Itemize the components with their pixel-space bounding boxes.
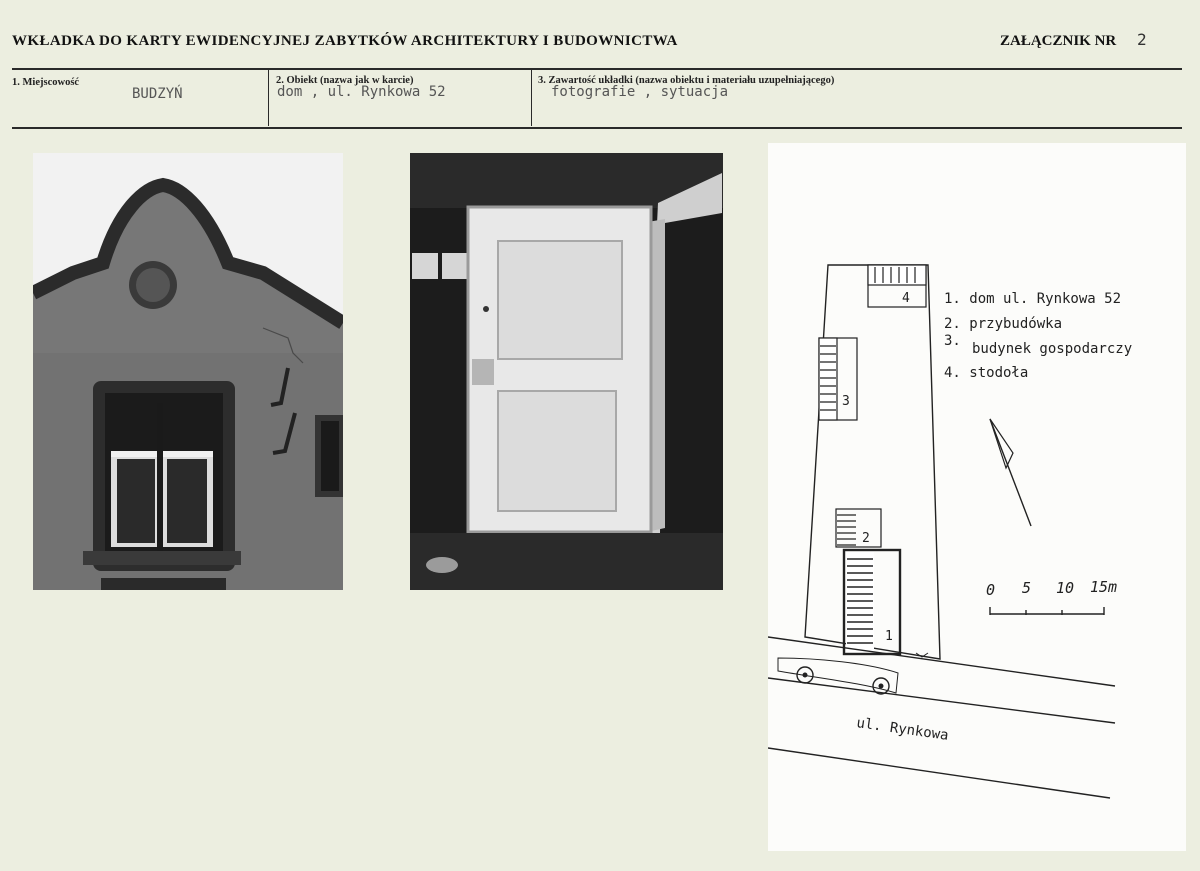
photo-door	[410, 153, 723, 590]
locality-label: 1. Miejscowość	[12, 77, 80, 88]
building-label-1: 1	[885, 629, 893, 644]
photo-gable	[33, 153, 343, 590]
legend-item-3-number: 3.	[944, 333, 961, 349]
building-label-2: 2	[862, 531, 870, 546]
contents-label: 3. Zawartość układki (nazwa obiektu i materiału uzupełniającego)	[538, 75, 835, 86]
scale-label-0: 0	[986, 581, 996, 599]
gable-photo-image	[33, 153, 343, 590]
annex-number: 2	[1137, 30, 1147, 49]
street	[768, 637, 1115, 798]
locality-value: BUDZYŃ	[132, 86, 183, 102]
header-bottom-rule	[12, 127, 1182, 129]
scale-label-5: 5	[1022, 579, 1032, 597]
building-1	[844, 550, 900, 654]
object-value: dom , ul. Rynkowa 52	[277, 84, 446, 100]
site-plan-sheet	[768, 143, 1186, 851]
scale-bar	[986, 578, 1117, 615]
legend-item-3-text: budynek gospodarczy	[972, 341, 1133, 357]
field-divider-2	[531, 70, 532, 126]
north-arrow-icon	[990, 419, 1031, 526]
legend-item-2: 2. przybudówka	[944, 316, 1063, 332]
door-photo-image	[410, 153, 723, 590]
building-3	[819, 338, 857, 420]
header-top-rule	[12, 68, 1182, 70]
contents-value: fotografie , sytuacja	[551, 84, 729, 100]
scale-label-15m: 15m	[1090, 578, 1118, 596]
scale-label-10: 10	[1056, 579, 1075, 597]
field-divider-1	[268, 70, 269, 126]
object-label: 2. Obiekt (nazwa jak w karcie)	[276, 75, 414, 86]
street-label: ul. Rynkowa	[855, 715, 950, 744]
legend-item-4: 4. stodoła	[944, 365, 1029, 381]
annex-label: ZAŁĄCZNIK NR	[1000, 33, 1117, 49]
building-2	[836, 509, 881, 547]
building-4	[868, 265, 926, 307]
building-label-3: 3	[842, 394, 850, 409]
site-plan-drawing	[768, 143, 1186, 851]
card-title: WKŁADKA DO KARTY EWIDENCYJNEJ ZABYTKÓW ARCHITEKTURY I BUDOWNICTWA	[12, 33, 678, 49]
building-label-4: 4	[902, 291, 910, 306]
legend-item-1: 1. dom ul. Rynkowa 52	[944, 291, 1122, 307]
